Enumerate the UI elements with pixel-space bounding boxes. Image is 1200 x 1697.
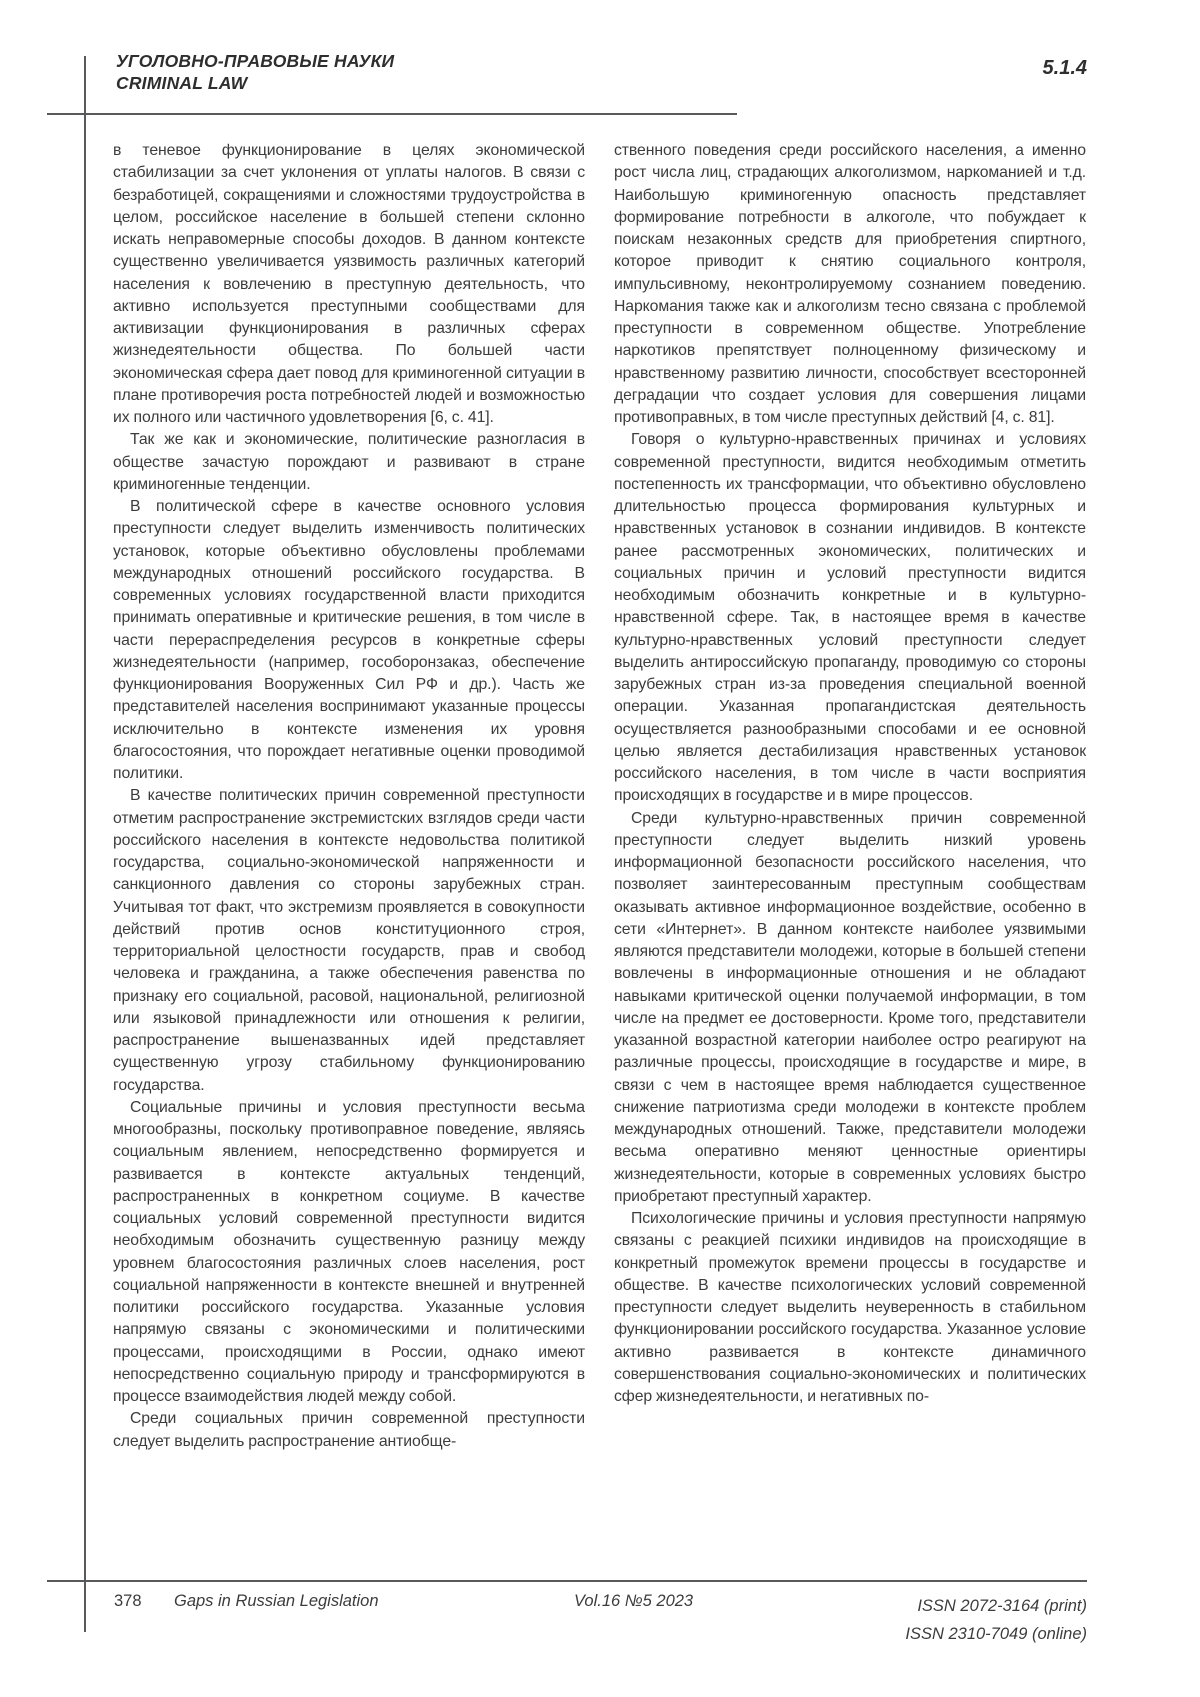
journal-title: Gaps in Russian Legislation — [174, 1592, 379, 1610]
header-rule — [47, 113, 737, 115]
article-body — [113, 140, 1086, 1564]
left-margin-rule — [84, 56, 86, 1632]
issn-online: ISSN 2310-7049 (online) — [905, 1625, 1087, 1643]
right-paragraph-4: Психологические причины и условия преступности напрямую связаны с реакцией психики индивидов на происходящие в конкретный промежуток времени процессы в государстве и обществе. В качестве психологических условий современной преступности следует выделить неуверенность в стабильном функционировании российского государства. Указанное условие активно развивается в контексте динамичного совершенствования социально-экономических и политических сфер жизнедеятельности, и негативных по- — [614, 1210, 1086, 1405]
left-paragraph-2: Так же как и экономические, политические разногласия в обществе зачастую порождают и развивают в стране криминогенные тенденции. — [113, 431, 585, 493]
section-code: 5.1.4 — [1042, 57, 1087, 79]
left-paragraph-3: В политической сфере в качестве основного условия преступности следует выделить изменчивость политических установок, которые объективно обусловлены проблемами международных отношений российского государства. В современных условиях государственной власти приходится принимать оперативные и критические решения, в том числе в части перераспределения ресурсов в конкретные сферы жизнедеятельности (например, гособоронзаказ, обеспечение функционирования Вооруженных Сил РФ и др.). Часть же представителей населения воспринимают указанные процессы исключительно в контексте изменения их уровня благосостояния, что порождает негативные оценки проводимой политики. — [113, 498, 585, 782]
footer-rule — [47, 1580, 1087, 1582]
volume-info: Vol.16 №5 2023 — [574, 1592, 694, 1610]
issn-print: ISSN 2072-3164 (print) — [917, 1597, 1087, 1615]
section-title-en: CRIMINAL LAW — [116, 73, 248, 93]
right-paragraph-3: Среди культурно-нравственных причин современной преступности следует выделить низкий уровень информационной безопасности российского населения, что позволяет заинтересованным преступным сообществам оказывать активное информационное воздействие, особенно в сети «Интернет». В данном контексте наиболее уязвимыми являются представители молодежи, которые в большей степени вовлечены в информационные отношения и не обладают навыками критической оценки получаемой информации, в том числе на предмет ее достоверности. Кроме того, представители указанной возрастной категории наиболее остро реагируют на различные процессы, происходящие в государстве и мире, в связи с чем в настоящее время наблюдается существенное снижение патриотизма среди молодежи в контексте проблем международных отношений. Также, представители молодежи весьма оперативно меняют ценностные ориентиры жизнедеятельности, которые в современных условиях быстро приобретают преступный характер. — [614, 809, 1086, 1205]
page-number: 378 — [114, 1592, 142, 1610]
left-paragraph-4: В качестве политических причин современной преступности отметим распространение экстремистских взглядов среди части российского населения в контексте недовольства политикой государства, социально-экономической напряженности и санкционного давления со стороны зарубежных стран. Учитывая тот факт, что экстремизм проявляется в совокупности действий против основ конституционного строя, территориальной целостности государств, прав и свобод человека и гражданина, а также обеспечения равенства по признаку его социальной, расовой, национальной, религиозной или языковой принадлежности или отношения к религии, распространение вышеназванных идей представляет существенную угрозу стабильному функционированию государства. — [113, 787, 585, 1094]
section-title-ru: УГОЛОВНО-ПРАВОВЫЕ НАУКИ — [116, 51, 395, 71]
left-paragraph-6: Среди социальных причин современной преступности следует выделить распространение антиобще- — [113, 1410, 585, 1450]
text-column-right — [614, 140, 1086, 1564]
right-paragraph-2: Говоря о культурно-нравственных причинах и условиях современной преступности, видится необходимым отметить постепенность их трансформации, что объективно обусловлено длительностью процесса формирования культурных и нравственных установок в сознании индивидов. В контексте ранее рассмотренных экономических, политических и социальных причин и условий преступности видится необходимым обозначить конкретные и в культурно-нравственной сфере. Так, в настоящее время в качестве культурно-нравственных условий преступности следует выделить антироссийскую пропаганду, проводимую со стороны зарубежных стран из-за проведения специальной военной операции. Указанная пропагандистская деятельность осуществляется разнообразными способами и ее основной целью является дестабилизация нравственных установок российского населения, в том числе в части восприятия происходящих в государстве и в мире процессов. — [614, 431, 1086, 805]
running-head — [116, 50, 394, 94]
right-paragraph-1: ственного поведения среди российского населения, а именно рост числа лиц, страдающих алкоголизмом, наркоманией и т.д. Наибольшую криминогенную опасность представляет формирование потребности в алкоголе, что побуждает к поискам незаконных средств для приобретения спиртного, которое приводит к снятию социального контроля, импульсивному, неконтролируемому сознанием поведению. Наркомания также как и алкоголизм тесно связана с проблемой преступности в современном обществе. Употребление наркотиков препятствует полноценному физическому и нравственному развитию личности, способствует всесторонней деградации что создает условия для совершения лицами противоправных, в том числе преступных действий [4, с. 81]. — [614, 142, 1086, 426]
left-paragraph-1: в теневое функционирование в целях экономической стабилизации за счет уклонения от уплаты налогов. В связи с безработицей, сокращениями и сложностями трудоустройства в целом, российское население в большей степени склонно искать неправомерные способы доходов. В данном контексте существенно увеличивается уязвимость различных категорий населения к вовлечению в преступную деятельность, что активно используется преступными сообществами для активизации функционирования в различных сферах жизнедеятельности общества. По большей части экономическая сфера дает повод для криминогенной ситуации в плане противоречия роста потребностей людей и возможностью их полного или частичного удовлетворения [6, с. 41]. — [113, 142, 585, 426]
left-paragraph-5: Социальные причины и условия преступности весьма многообразны, поскольку противоправное поведение, являясь социальным явлением, непосредственно формируется и развивается в контексте актуальных тенденций, распространенных в конкретном социуме. В качестве социальных условий современной преступности видится необходимым обозначить существенную разницу между уровнем благосостояния различных слоев населения, рост социальной напряженности в контексте внешней и внутренней политики российского государства. Указанные условия напрямую связаны с экономическими и политическими процессами, происходящими в России, однако имеют непосредственно социальную природу и трансформируются в процессе взаимодействия людей между собой. — [113, 1098, 585, 1405]
issn-block — [905, 1592, 1087, 1648]
text-column-left — [113, 140, 585, 1564]
